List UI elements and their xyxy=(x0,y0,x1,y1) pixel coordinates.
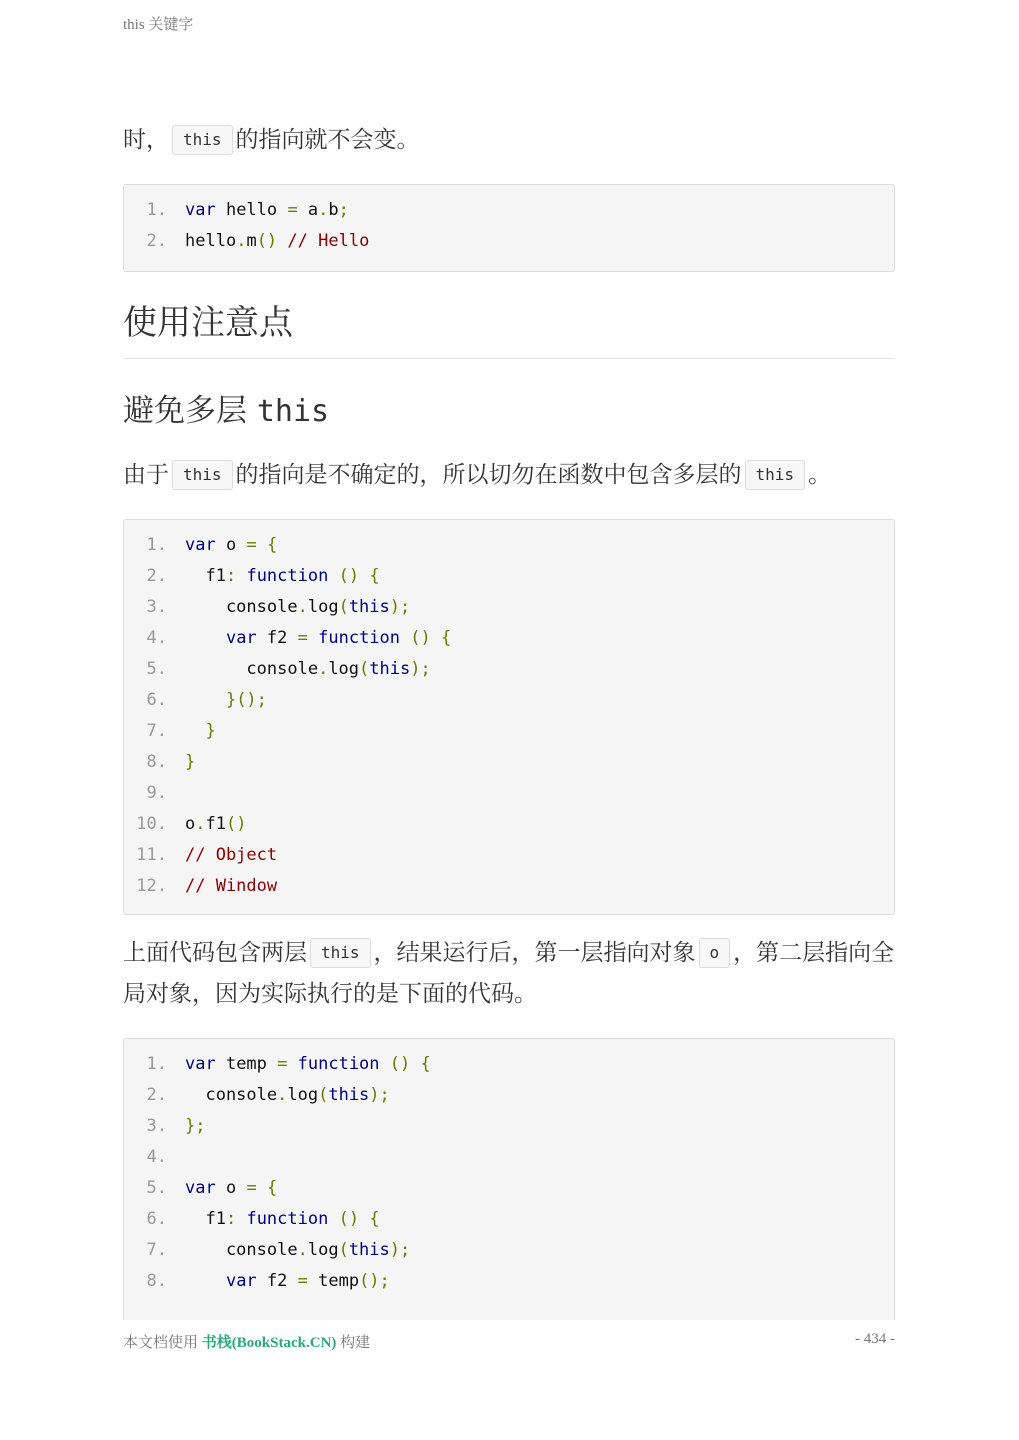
intro-paragraph xyxy=(123,120,895,161)
code-token: temp xyxy=(307,1271,360,1291)
code-token: log xyxy=(307,1240,339,1260)
paragraph-1 xyxy=(123,455,895,496)
code-token: this xyxy=(369,659,411,679)
line-number: 1. xyxy=(146,1054,167,1074)
line-number: 11. xyxy=(136,845,167,865)
intro-text-after: 的指向就不会变。 xyxy=(235,127,420,153)
code-token xyxy=(359,1209,369,1229)
inline-code-this: this xyxy=(310,938,371,968)
code-token xyxy=(236,566,246,586)
code-token: = xyxy=(246,1178,257,1198)
code-token: { xyxy=(266,535,278,555)
subsection-heading-code: this xyxy=(256,394,330,429)
footer-credit xyxy=(123,1331,370,1352)
code-token: log xyxy=(328,659,360,679)
code-block-2 xyxy=(123,519,895,915)
paragraph-1-text-3: 。 xyxy=(808,462,832,488)
line-number: 2. xyxy=(146,1085,167,1105)
code-token: console xyxy=(185,1240,298,1260)
code-source xyxy=(185,561,380,592)
line-number: 1. xyxy=(146,535,167,555)
code-token: () xyxy=(389,1054,411,1074)
code-token: = xyxy=(297,1271,308,1291)
line-number: 12. xyxy=(136,876,167,896)
code-token xyxy=(328,1209,338,1229)
code-token: { xyxy=(420,1054,431,1074)
code-source xyxy=(185,685,267,716)
code-token: { xyxy=(441,628,452,648)
code-source xyxy=(185,195,349,226)
line-number: 7. xyxy=(146,721,167,741)
code-token: log xyxy=(287,1085,319,1105)
code-token xyxy=(185,721,205,741)
code-token: o xyxy=(215,1178,247,1198)
code-token: console xyxy=(185,1085,278,1105)
code-token: f1 xyxy=(205,814,226,834)
code-token xyxy=(410,1054,420,1074)
page-number: - 434 - xyxy=(855,1331,895,1347)
line-number: 5. xyxy=(146,1178,167,1198)
code-source xyxy=(185,1111,205,1142)
code-token: . xyxy=(195,814,206,834)
code-token: }; xyxy=(185,1116,206,1136)
code-token: }(); xyxy=(225,690,267,710)
code-source xyxy=(185,654,431,685)
code-source xyxy=(185,1049,431,1080)
code-source xyxy=(185,809,246,840)
code-token: var xyxy=(185,535,216,555)
code-token: () xyxy=(338,1209,360,1229)
code-token: hello xyxy=(185,231,237,251)
code-token: var xyxy=(185,200,216,220)
code-token: = xyxy=(287,200,298,220)
code-token: var xyxy=(185,1178,216,1198)
code-token: ); xyxy=(389,1240,411,1260)
code-source xyxy=(185,840,277,871)
code-token: console xyxy=(185,597,298,617)
code-token: () xyxy=(256,231,278,251)
line-number: 6. xyxy=(146,690,167,710)
code-source xyxy=(185,871,277,902)
code-token: ( xyxy=(338,1240,349,1260)
paragraph-2-text-1: 上面代码包含两层 xyxy=(123,940,307,966)
code-token: m xyxy=(246,231,257,251)
code-token xyxy=(185,1271,226,1291)
code-token: // Object xyxy=(185,845,278,865)
code-token: . xyxy=(297,597,308,617)
line-number: 4. xyxy=(146,628,167,648)
code-token: function xyxy=(246,1209,329,1229)
code-source xyxy=(185,1204,380,1235)
code-token: ( xyxy=(338,597,349,617)
code-block-3 xyxy=(123,1038,895,1320)
code-token: function xyxy=(318,628,401,648)
paragraph-2-text-3: ，第二层指向全局对象，因为实际执行的是下面的代码。 xyxy=(123,940,895,1007)
code-token: ( xyxy=(359,659,370,679)
code-token xyxy=(431,628,441,648)
code-token: temp xyxy=(215,1054,278,1074)
code-token xyxy=(308,628,318,648)
code-token: : xyxy=(225,1209,237,1229)
code-token: () xyxy=(410,628,431,648)
footer-suffix: 构建 xyxy=(336,1335,371,1351)
code-token: (); xyxy=(359,1271,390,1291)
code-token: var xyxy=(225,628,257,648)
code-token xyxy=(328,566,338,586)
code-token: . xyxy=(297,1240,308,1260)
code-block-1 xyxy=(123,184,895,272)
line-number: 3. xyxy=(146,1116,167,1136)
code-source xyxy=(185,747,195,778)
code-source xyxy=(185,1235,410,1266)
paragraph-2 xyxy=(123,933,895,1015)
code-token: = xyxy=(277,1054,288,1074)
code-token xyxy=(400,628,410,648)
code-token: // Hello xyxy=(287,231,370,251)
code-token: ); xyxy=(369,1085,390,1105)
code-token: . xyxy=(236,231,247,251)
code-token: = xyxy=(297,628,308,648)
heading-divider xyxy=(123,358,895,359)
code-token xyxy=(257,1178,267,1198)
code-source xyxy=(185,1080,390,1111)
line-number: 2. xyxy=(146,231,167,251)
code-token: var xyxy=(185,1054,216,1074)
code-token: b xyxy=(328,200,339,220)
code-token: f2 xyxy=(256,1271,298,1291)
footer-brand-link[interactable]: 书栈(BookStack.CN) xyxy=(201,1335,337,1351)
subsection-heading xyxy=(123,388,329,435)
code-token: { xyxy=(266,1178,278,1198)
paragraph-1-text-2: 的指向是不确定的，所以切勿在函数中包含多层的 xyxy=(235,462,742,488)
code-token: ); xyxy=(410,659,431,679)
intro-text: 时， xyxy=(123,127,169,153)
section-heading: 使用注意点 xyxy=(123,303,293,343)
code-token: . xyxy=(318,200,329,220)
footer-prefix: 本文档使用 xyxy=(123,1335,202,1351)
code-token: } xyxy=(185,752,196,772)
line-number: 2. xyxy=(146,566,167,586)
code-source xyxy=(185,716,216,747)
code-token: a xyxy=(297,200,319,220)
code-token xyxy=(359,566,369,586)
inline-code-this: this xyxy=(172,460,233,490)
line-number: 5. xyxy=(146,659,167,679)
code-source xyxy=(185,592,410,623)
code-token: this xyxy=(348,597,390,617)
line-number: 3. xyxy=(146,597,167,617)
code-token: console xyxy=(185,659,319,679)
code-token xyxy=(236,1209,246,1229)
code-token: ); xyxy=(389,597,411,617)
code-token: f1 xyxy=(185,1209,226,1229)
code-token: () xyxy=(338,566,360,586)
line-number: 4. xyxy=(146,1147,167,1167)
code-token: { xyxy=(369,566,380,586)
code-token: . xyxy=(318,659,329,679)
code-token: this xyxy=(328,1085,370,1105)
code-source xyxy=(185,530,277,561)
paragraph-2-text-2: ，结果运行后，第一层指向对象 xyxy=(373,940,696,966)
code-token: = xyxy=(246,535,257,555)
code-token: ; xyxy=(338,200,349,220)
code-token xyxy=(257,535,267,555)
code-source xyxy=(185,1266,390,1297)
running-header: this 关键字 xyxy=(123,17,194,33)
code-token: function xyxy=(246,566,329,586)
code-token: ( xyxy=(318,1085,329,1105)
code-token: var xyxy=(225,1271,257,1291)
code-token: // Window xyxy=(185,876,278,896)
line-number: 10. xyxy=(136,814,167,834)
code-token: () xyxy=(225,814,247,834)
code-token xyxy=(185,690,226,710)
code-token: f1 xyxy=(185,566,226,586)
code-token: } xyxy=(205,721,216,741)
code-token xyxy=(277,231,287,251)
code-source xyxy=(185,1173,277,1204)
code-token: . xyxy=(277,1085,288,1105)
code-token: o xyxy=(215,535,247,555)
inline-code-this: this xyxy=(172,125,233,155)
code-token: f2 xyxy=(256,628,298,648)
code-token: this xyxy=(348,1240,390,1260)
subsection-heading-text: 避免多层 xyxy=(123,393,257,429)
code-source xyxy=(185,226,369,257)
line-number: 6. xyxy=(146,1209,167,1229)
code-token: : xyxy=(225,566,237,586)
code-token: function xyxy=(297,1054,380,1074)
code-token xyxy=(287,1054,297,1074)
line-number: 9. xyxy=(146,783,167,803)
code-token: hello xyxy=(215,200,288,220)
line-number: 7. xyxy=(146,1240,167,1260)
inline-code-o: o xyxy=(699,938,731,968)
inline-code-this: this xyxy=(745,460,806,490)
paragraph-1-text-1: 由于 xyxy=(123,462,169,488)
code-token: { xyxy=(369,1209,380,1229)
code-token xyxy=(380,1054,390,1074)
line-number: 1. xyxy=(146,200,167,220)
code-token: log xyxy=(307,597,339,617)
code-token: o xyxy=(185,814,196,834)
line-number: 8. xyxy=(146,752,167,772)
line-number: 8. xyxy=(146,1271,167,1291)
code-source xyxy=(185,623,451,654)
code-token xyxy=(185,628,226,648)
